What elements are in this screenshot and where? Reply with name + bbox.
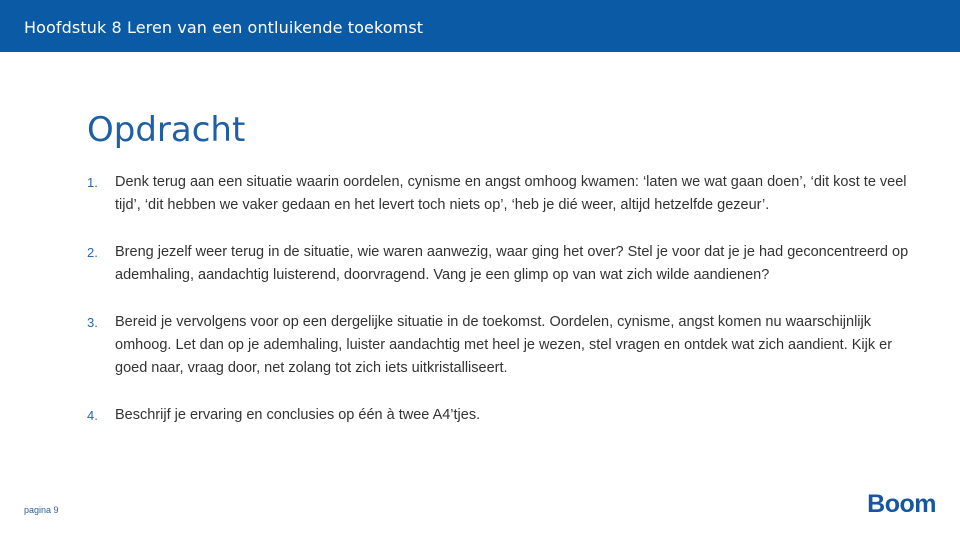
boom-logo: Boom — [867, 490, 936, 518]
list-item-number: 1. — [87, 175, 98, 190]
header-bar — [0, 0, 960, 52]
page-number: pagina 9 — [24, 505, 59, 515]
slide-title: Opdracht — [87, 110, 246, 150]
chapter-title: Hoofdstuk 8 Leren van een ontluikende toekomst — [24, 18, 424, 37]
list-item-text: Breng jezelf weer terug in de situatie, wie waren aanwezig, waar ging het over? Stel je voor dat je je had geconcentreerd op ademhaling, aandachtig luisterend, doorvragend. Vang je een glimp op van wat zich wilde aandienen? — [115, 244, 909, 283]
list-item — [87, 241, 917, 287]
list-item — [87, 171, 917, 217]
list-item-text: Denk terug aan een situatie waarin oordelen, cynisme en angst omhoog kwamen: ‘laten we wat gaan doen’, ‘dit kost te veel tijd’, ‘dit hebben we vaker gedaan en het levert toch niets op’, ‘heb je dié weer, altijd hetzelfde gezeur’. — [115, 174, 907, 213]
list-item — [87, 404, 917, 427]
list-item-text: Beschrijf je ervaring en conclusies op één à twee A4’tjes. — [115, 407, 481, 423]
list-item-text: Bereid je vervolgens voor op een dergelijke situatie in de toekomst. Oordelen, cynisme, angst komen nu waarschijnlijk omhoog. Let dan op je ademhaling, luister aandachtig met heel je wezen, stel vragen en ontdek wat zich aandient. Kijk er goed naar, vraag door, net zolang tot zich iets uitkristalliseert. — [115, 314, 893, 376]
list-item-number: 4. — [87, 408, 98, 423]
list-item-number: 3. — [87, 315, 98, 330]
list-item-number: 2. — [87, 245, 98, 260]
list-item — [87, 311, 917, 380]
assignment-list — [87, 171, 917, 451]
